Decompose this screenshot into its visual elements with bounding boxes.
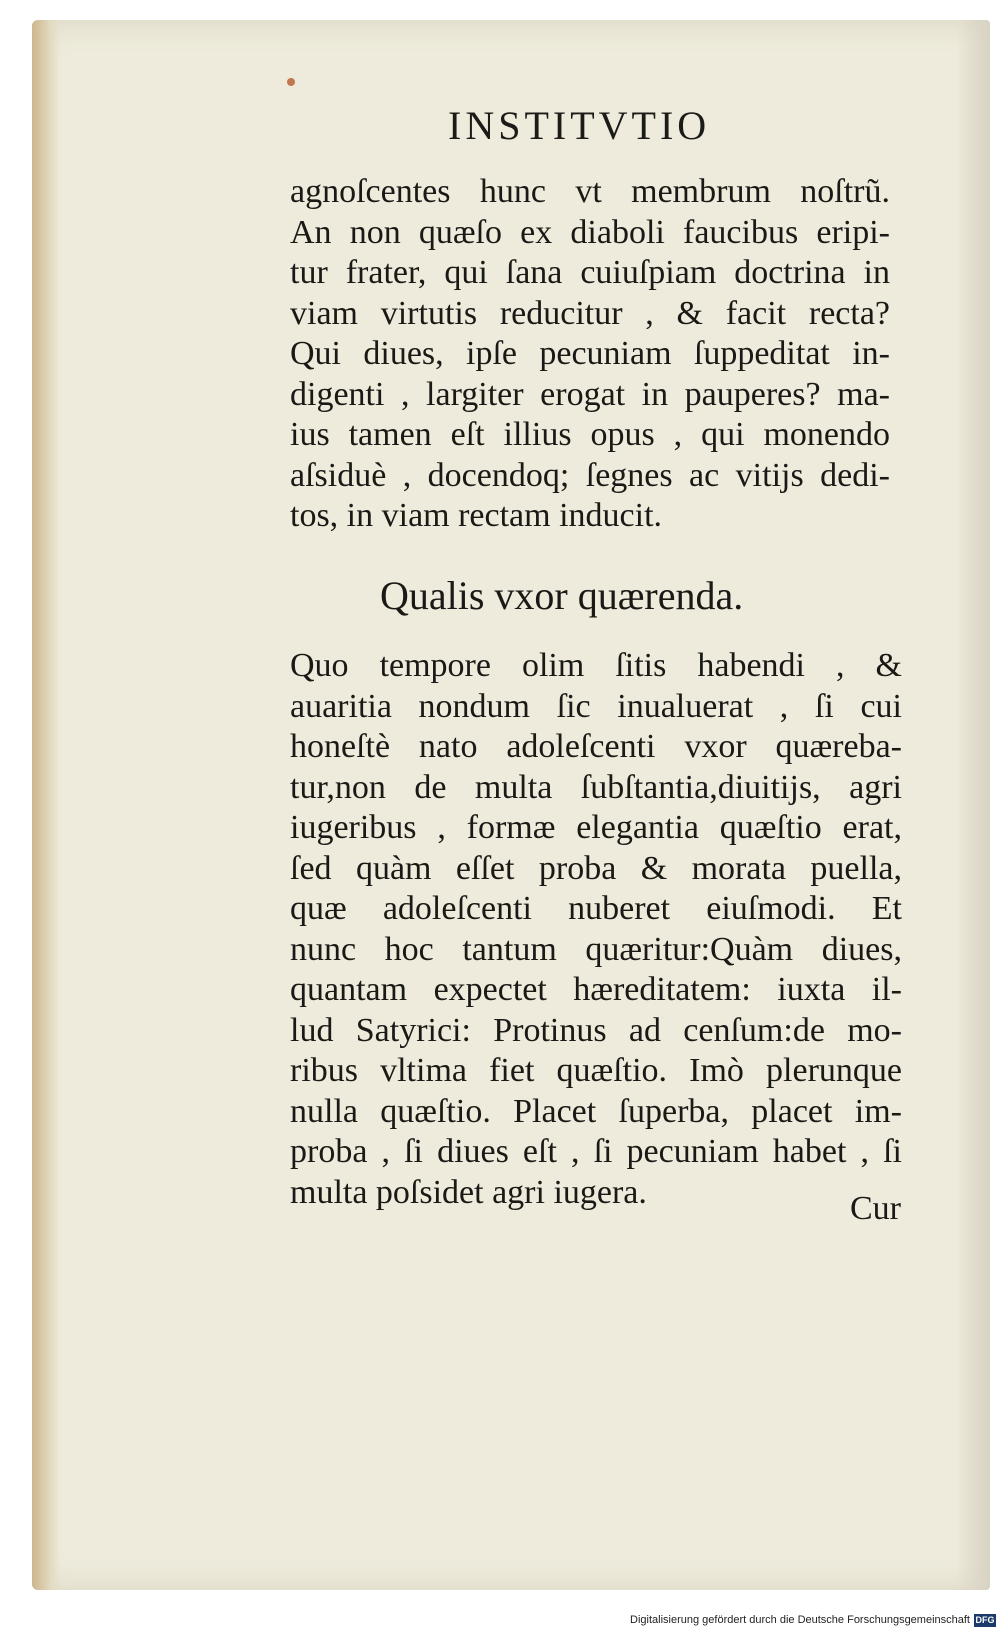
text-line: Qui diues, ipſe pecuniam ſuppeditat in- (290, 335, 890, 372)
page-gutter-shadow (32, 20, 60, 1590)
text-line: nunc hoc tantum quæritur:Quàm diues, (290, 930, 902, 968)
text-line: ius tamen eſt illius opus , qui monendo (290, 416, 890, 453)
text-line: iugeribus , formæ elegantia quæſtio erat, (290, 809, 902, 846)
text-line: proba , ſi diues eſt , ſi pecuniam habet , ſi (290, 1133, 902, 1170)
text-line: tur,non de multa ſubſtantia,diuitijs, agri (290, 768, 902, 806)
text-line: ſed quàm eſſet proba & morata puella, (290, 849, 902, 887)
text-line: viam virtutis reducitur , & facit recta? (290, 294, 890, 332)
text-line: tur frater, qui ſana cuiuſpiam doctrina in (290, 254, 890, 291)
text-line: nulla quæſtio. Placet ſuperba, placet im- (290, 1092, 902, 1130)
page-edge-shadow (956, 20, 990, 1590)
text-line: agnoſcentes hunc vt membrum noſtrũ. (290, 173, 890, 210)
text-line: Quo tempore olim ſitis habendi , & (290, 647, 902, 684)
ink-spot (287, 78, 295, 86)
paragraph-1 (290, 172, 890, 537)
text-line: ribus vltima fiet quæſtio. Imò plerunque (290, 1052, 902, 1089)
dfg-logo: DFG (975, 1615, 995, 1625)
text-line: multa poſsidet agri iugera. (290, 1173, 647, 1211)
paragraph-2 (290, 646, 902, 1213)
text-line: An non quæſo ex diaboli faucibus eripi- (290, 213, 890, 251)
text-line: tos, in viam rectam inducit. (290, 497, 663, 534)
running-head: INSTITVTIO (448, 103, 711, 148)
text-line: auaritia nondum ſic inualuerat , ſi cui (290, 687, 902, 725)
catchword: Cur (850, 1190, 901, 1227)
text-line: aſsiduè , docendoq; ſegnes ac vitijs dedi- (290, 456, 890, 494)
text-line: digenti , largiter erogat in pauperes? ma- (290, 375, 890, 413)
text-line: lud Satyrici: Protinus ad cenſum:de mo- (290, 1011, 902, 1049)
footer-bar (0, 1612, 1000, 1632)
text-line: quæ adoleſcenti nuberet eiuſmodi. Et (290, 890, 902, 927)
text-line: quantam expectet hæreditatem: iuxta il- (290, 971, 902, 1008)
footer-credit: Digitalisierung gefördert durch die Deutsche Forschungsgemeinschaft (630, 1614, 970, 1626)
section-title: Qualis vxor quærenda. (380, 573, 744, 618)
text-line: honeſtè nato adoleſcenti vxor quæreba- (290, 728, 902, 765)
